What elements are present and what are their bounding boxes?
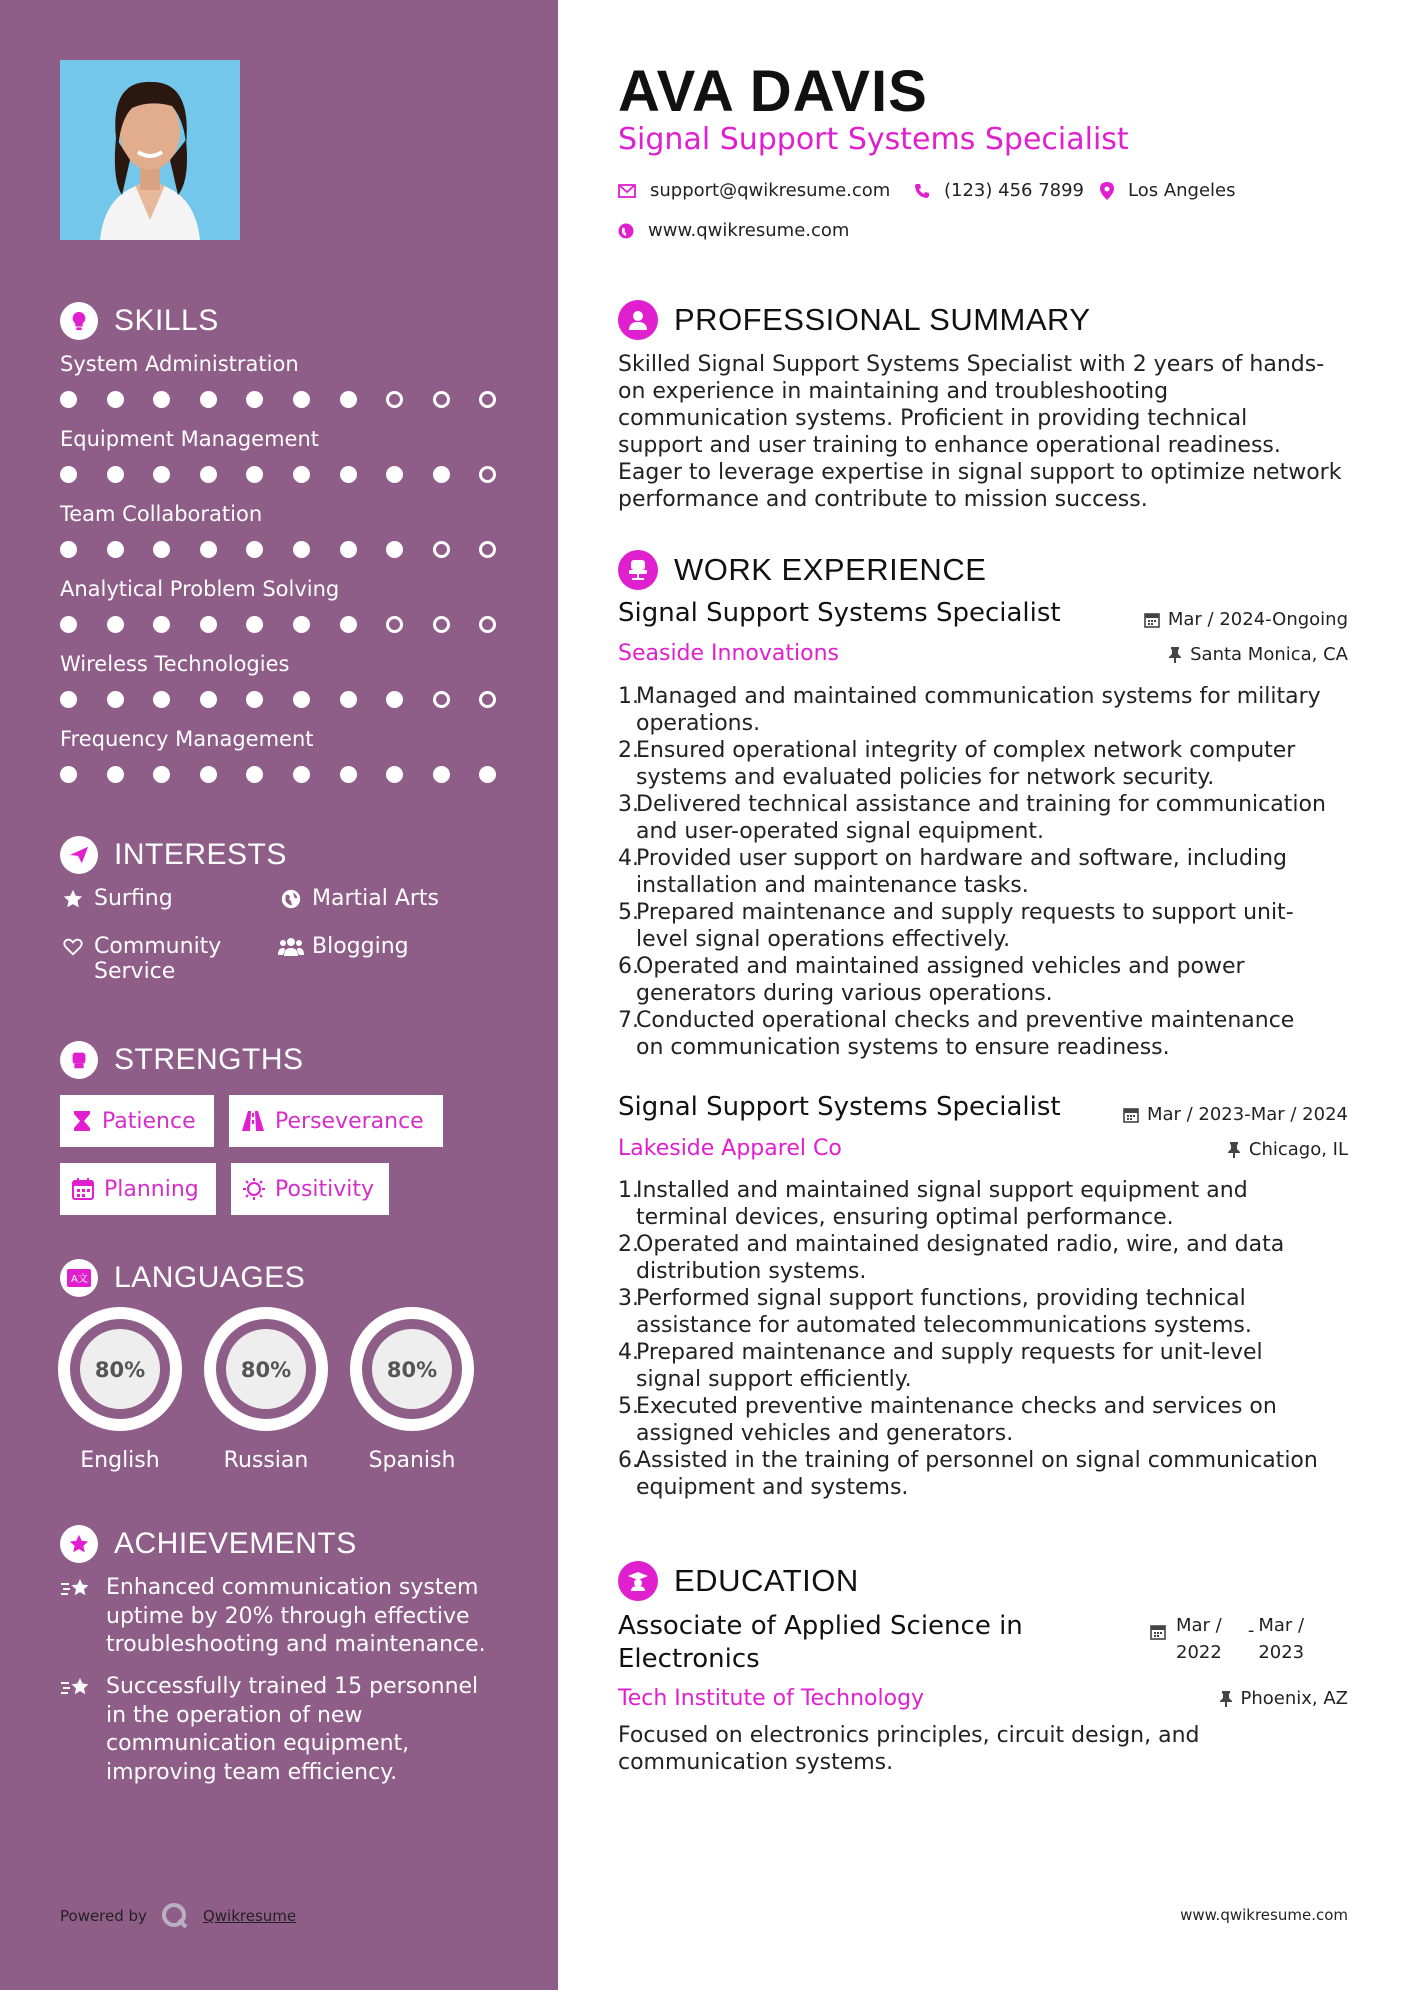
shooting-star-icon bbox=[60, 1673, 96, 1787]
rating-dot-filled bbox=[200, 616, 217, 633]
rating-dot-filled bbox=[246, 541, 263, 558]
star-badge-icon bbox=[60, 1525, 98, 1563]
rating-dot-filled bbox=[60, 766, 77, 783]
rating-dot-filled bbox=[60, 466, 77, 483]
profile-photo bbox=[60, 60, 240, 240]
svg-text:A文: A文 bbox=[71, 1274, 88, 1285]
list-item: 1. Managed and maintained communication systems for military operations. bbox=[618, 684, 1321, 736]
skill-rating bbox=[60, 766, 526, 783]
achievement-item: Successfully trained 15 personnel in the operation of new communication equipment, improving team efficiency. bbox=[60, 1673, 500, 1787]
interests-title: INTERESTS bbox=[114, 838, 287, 871]
language-ring bbox=[349, 1306, 475, 1432]
achievement-item: Enhanced communication system uptime by 20% through effective troubleshooting and maintenance. bbox=[60, 1574, 500, 1660]
list-item: 3. Performed signal support functions, providing technical assistance for automated telecommunications systems. bbox=[618, 1286, 1252, 1338]
interests-heading bbox=[60, 836, 287, 874]
skill-rating bbox=[60, 691, 526, 708]
rating-dot-empty bbox=[479, 466, 496, 483]
rating-dot-filled bbox=[433, 466, 450, 483]
list-item: 1. Installed and maintained signal support equipment and terminal devices, ensuring optimal performance. bbox=[618, 1178, 1248, 1230]
pushpin-icon bbox=[1168, 647, 1182, 663]
rating-dot-filled bbox=[60, 541, 77, 558]
job-dates: Mar / 2024-Ongoing bbox=[1144, 609, 1348, 630]
rating-dot-filled bbox=[107, 691, 124, 708]
rating-dot-filled bbox=[386, 766, 403, 783]
rating-dot-filled bbox=[293, 766, 310, 783]
candidate-name: AVA DAVIS bbox=[618, 59, 928, 124]
rating-dot-filled bbox=[153, 616, 170, 633]
rating-dot-filled bbox=[246, 466, 263, 483]
qwikresume-logo-icon bbox=[161, 1902, 189, 1930]
rating-dot-empty bbox=[433, 616, 450, 633]
rating-dot-filled bbox=[386, 541, 403, 558]
rating-dot-filled bbox=[293, 691, 310, 708]
job-company: Lakeside Apparel Co bbox=[618, 1136, 842, 1161]
interest-surfing: Surfing bbox=[60, 886, 173, 911]
calendar-icon bbox=[1150, 1624, 1166, 1640]
list-item: 2. Ensured operational integrity of complex network computer systems and evaluated policies for network security. bbox=[618, 738, 1296, 790]
rating-dot-empty bbox=[433, 691, 450, 708]
rating-dot-filled bbox=[246, 391, 263, 408]
rating-dot-filled bbox=[153, 691, 170, 708]
job-dates: Mar / 2023-Mar / 2024 bbox=[1123, 1104, 1348, 1125]
powered-by: Powered by Qwikresume bbox=[60, 1902, 296, 1930]
rating-dot-empty bbox=[433, 391, 450, 408]
svg-text:80%: 80% bbox=[94, 1358, 146, 1382]
rating-dot-filled bbox=[340, 466, 357, 483]
rating-dot-filled bbox=[246, 616, 263, 633]
skill-rating bbox=[60, 616, 526, 633]
globe-icon bbox=[618, 223, 634, 239]
skill-name: Equipment Management bbox=[60, 427, 320, 451]
rating-dot-empty bbox=[479, 691, 496, 708]
rating-dot-filled bbox=[200, 766, 217, 783]
strength-positivity: Positivity bbox=[231, 1163, 389, 1215]
globe-icon bbox=[278, 886, 304, 910]
rating-dot-filled bbox=[340, 766, 357, 783]
rating-dot-filled bbox=[200, 691, 217, 708]
road-icon bbox=[241, 1111, 265, 1131]
strength-perseverance: Perseverance bbox=[229, 1095, 443, 1147]
language-ring bbox=[203, 1306, 329, 1432]
rating-dot-empty bbox=[479, 391, 496, 408]
footer-website[interactable]: www.qwikresume.com bbox=[1180, 1906, 1348, 1924]
list-item: 4. Provided user support on hardware and software, including installation and maintenance tasks. bbox=[618, 846, 1287, 898]
rating-dot-filled bbox=[293, 541, 310, 558]
svg-text:80%: 80% bbox=[386, 1358, 438, 1382]
summary-text: Skilled Signal Support Systems Specialist with 2 years of hands- on experience in maintaining and troubleshooting communication systems. Proficient in providing technical support and user training to enhance operational readiness. Eager to leverage expertise in signal support to optimize network performance and contribute to mission success. bbox=[618, 352, 1342, 512]
skill-name: Team Collaboration bbox=[60, 502, 263, 526]
hourglass-icon bbox=[72, 1110, 92, 1132]
contact-email[interactable]: support@qwikresume.com bbox=[618, 180, 890, 201]
rating-dot-filled bbox=[107, 766, 124, 783]
language-card-icon bbox=[60, 1259, 98, 1297]
rating-dot-filled bbox=[200, 541, 217, 558]
rating-dot-filled bbox=[60, 391, 77, 408]
achievements-heading bbox=[60, 1525, 357, 1563]
contact-phone[interactable]: (123) 456 7899 bbox=[914, 180, 1084, 201]
list-item: 7. Conducted operational checks and preventive maintenance on communication systems to ensure readiness. bbox=[618, 1008, 1295, 1060]
rating-dot-filled bbox=[386, 691, 403, 708]
rating-dot-filled bbox=[153, 766, 170, 783]
calendar-icon bbox=[72, 1178, 94, 1200]
job-responsibilities bbox=[618, 683, 1358, 1061]
map-pin-icon bbox=[1100, 182, 1114, 200]
contact-website[interactable]: www.qwikresume.com bbox=[618, 220, 849, 241]
language-spanish: 80% Spanish bbox=[349, 1306, 475, 1473]
rating-dot-empty bbox=[479, 616, 496, 633]
summary-heading: PROFESSIONAL SUMMARY bbox=[618, 300, 1091, 340]
strength-patience: Patience bbox=[60, 1095, 214, 1147]
languages-title: LANGUAGES bbox=[114, 1261, 306, 1294]
rating-dot-filled bbox=[200, 391, 217, 408]
list-item: 4. Prepared maintenance and supply requests for unit-level signal support efficiently. bbox=[618, 1340, 1263, 1392]
svg-text:80%: 80% bbox=[240, 1358, 292, 1382]
heart-outline-icon bbox=[60, 934, 86, 958]
list-item: 6. Operated and maintained assigned vehicles and power generators during various operations. bbox=[618, 954, 1245, 1006]
sun-icon bbox=[243, 1178, 265, 1200]
skill-rating bbox=[60, 391, 526, 408]
rating-dot-filled bbox=[479, 766, 496, 783]
list-item: 2. Operated and maintained designated radio, wire, and data distribution systems. bbox=[618, 1232, 1285, 1284]
envelope-icon bbox=[618, 184, 636, 198]
skill-rating bbox=[60, 541, 526, 558]
rating-dot-empty bbox=[433, 541, 450, 558]
job-title: Signal Support Systems Specialist bbox=[618, 1092, 1061, 1122]
degree-title: Associate of Applied Science in Electronics bbox=[618, 1611, 1023, 1674]
experience-heading: WORK EXPERIENCE bbox=[618, 550, 986, 590]
strengths-heading bbox=[60, 1041, 304, 1079]
rating-dot-filled bbox=[153, 466, 170, 483]
rating-dot-empty bbox=[386, 391, 403, 408]
pushpin-icon bbox=[1227, 1142, 1241, 1158]
education-heading: EDUCATION bbox=[618, 1561, 859, 1601]
rating-dot-filled bbox=[107, 466, 124, 483]
interest-martial-arts: Martial Arts bbox=[278, 886, 439, 911]
job-title: Signal Support Systems Specialist bbox=[618, 598, 1061, 628]
achievements-title: ACHIEVEMENTS bbox=[114, 1527, 357, 1560]
fist-icon bbox=[60, 1041, 98, 1079]
paper-plane-icon bbox=[60, 836, 98, 874]
strengths-title: STRENGTHS bbox=[114, 1043, 304, 1076]
rating-dot-filled bbox=[246, 766, 263, 783]
rating-dot-filled bbox=[200, 466, 217, 483]
rating-dot-empty bbox=[386, 616, 403, 633]
users-icon bbox=[278, 934, 304, 958]
rating-dot-filled bbox=[340, 616, 357, 633]
user-icon bbox=[618, 300, 658, 340]
rating-dot-filled bbox=[386, 466, 403, 483]
rating-dot-filled bbox=[107, 391, 124, 408]
calendar-icon bbox=[1123, 1107, 1139, 1123]
lightbulb-icon bbox=[60, 302, 98, 340]
rating-dot-filled bbox=[293, 391, 310, 408]
sidebar bbox=[0, 0, 558, 1990]
job-responsibilities bbox=[618, 1177, 1358, 1501]
skill-name: Frequency Management bbox=[60, 727, 314, 751]
rating-dot-empty bbox=[479, 541, 496, 558]
candidate-role: Signal Support Systems Specialist bbox=[618, 122, 1129, 157]
rating-dot-filled bbox=[246, 691, 263, 708]
contact-location: Los Angeles bbox=[1100, 180, 1236, 201]
phone-icon bbox=[914, 183, 930, 199]
list-item: 3. Delivered technical assistance and training for communication and user-operated signal equipment. bbox=[618, 792, 1326, 844]
skill-name: Analytical Problem Solving bbox=[60, 577, 340, 601]
skill-name: System Administration bbox=[60, 352, 299, 376]
skills-title: SKILLS bbox=[114, 304, 219, 337]
rating-dot-filled bbox=[293, 616, 310, 633]
rating-dot-filled bbox=[433, 766, 450, 783]
skills-heading bbox=[60, 302, 219, 340]
education-location: Phoenix, AZ bbox=[1219, 1688, 1349, 1709]
language-ring bbox=[57, 1306, 183, 1432]
rating-dot-filled bbox=[340, 541, 357, 558]
job-company: Seaside Innovations bbox=[618, 641, 839, 666]
rating-dot-filled bbox=[153, 391, 170, 408]
job-location: Chicago, IL bbox=[1227, 1139, 1348, 1160]
shooting-star-icon bbox=[60, 1574, 96, 1660]
skill-name: Wireless Technologies bbox=[60, 652, 290, 676]
rating-dot-filled bbox=[107, 616, 124, 633]
rating-dot-filled bbox=[340, 391, 357, 408]
language-english: 80% English bbox=[57, 1306, 183, 1473]
interest-community-service: Community Service bbox=[60, 934, 221, 984]
job-location: Santa Monica, CA bbox=[1168, 644, 1348, 665]
education-dates: Mar / 2022 - Mar / 2023 bbox=[1150, 1612, 1304, 1666]
pushpin-icon bbox=[1219, 1691, 1233, 1707]
graduate-icon bbox=[618, 1561, 658, 1601]
calendar-icon bbox=[1144, 612, 1160, 628]
rating-dot-filled bbox=[293, 466, 310, 483]
rating-dot-filled bbox=[107, 541, 124, 558]
list-item: 6. Assisted in the training of personnel on signal communication equipment and systems. bbox=[618, 1448, 1318, 1500]
rating-dot-filled bbox=[340, 691, 357, 708]
list-item: 5. Prepared maintenance and supply requests to support unit- level signal operations effectively. bbox=[618, 900, 1294, 952]
education-description: Focused on electronics principles, circuit design, and communication systems. bbox=[618, 1723, 1200, 1775]
qwikresume-link[interactable]: Qwikresume bbox=[202, 1907, 297, 1925]
star-icon bbox=[60, 886, 86, 910]
chair-icon bbox=[618, 550, 658, 590]
list-item: 5. Executed preventive maintenance checks and services on assigned vehicles and generators. bbox=[618, 1394, 1277, 1446]
skill-rating bbox=[60, 466, 526, 483]
language-russian: 80% Russian bbox=[203, 1306, 329, 1473]
languages-heading bbox=[60, 1259, 305, 1297]
rating-dot-filled bbox=[60, 616, 77, 633]
rating-dot-filled bbox=[153, 541, 170, 558]
interest-blogging: Blogging bbox=[278, 934, 409, 959]
school-name: Tech Institute of Technology bbox=[618, 1686, 925, 1711]
rating-dot-filled bbox=[60, 691, 77, 708]
strength-planning: Planning bbox=[60, 1163, 216, 1215]
